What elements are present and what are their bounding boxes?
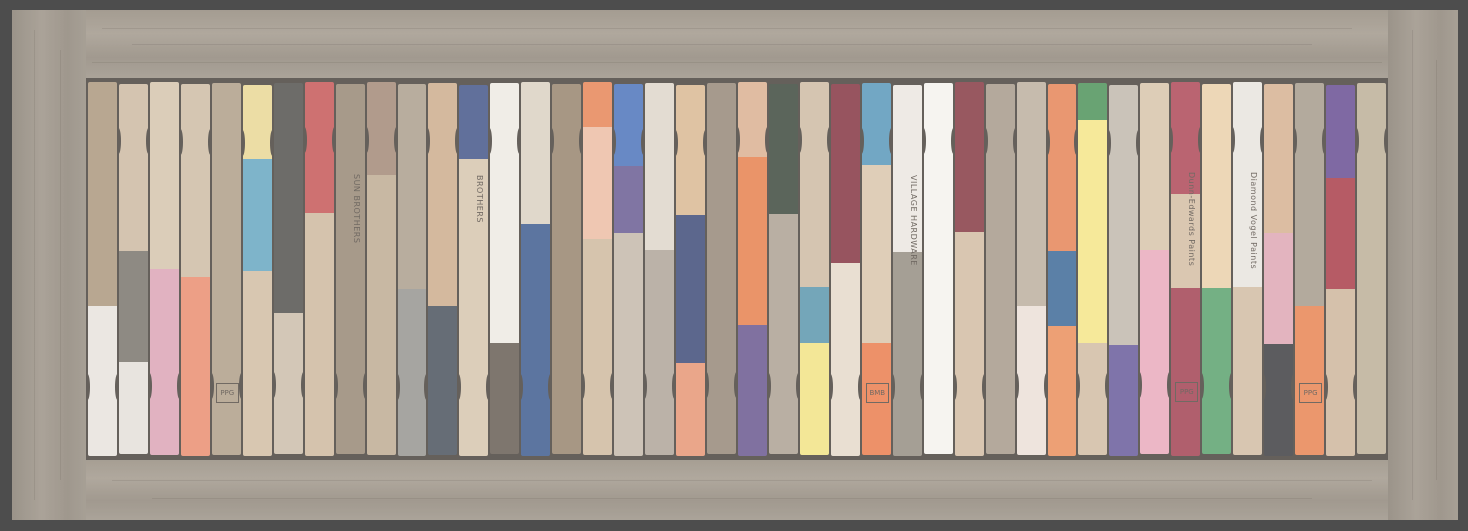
stick-notch [1198,127,1200,153]
wood-grain [102,28,1352,29]
paint-band [676,85,705,217]
paint-band [1078,343,1107,455]
paint-stirrer-stick [738,82,767,456]
paint-band [1233,287,1262,455]
stick-notch [177,373,179,399]
paint-stirrer-stick [1264,84,1293,456]
stick-notch [424,374,426,400]
paint-stirrer-stick [893,85,922,456]
paint-band [676,215,705,365]
paint-band [521,224,550,456]
paint-band [862,165,891,345]
paint-stirrer-stick [831,84,860,456]
stick-notch [270,130,272,156]
paint-band [1202,84,1231,289]
stick-notch [703,130,705,156]
stick-notch [146,128,148,154]
paint-stirrer-stick [212,83,241,455]
paint-band [955,232,984,456]
paint-band [738,157,767,327]
paint-band [1264,233,1293,346]
paint-stirrer-stick [150,82,179,455]
paint-band [1295,306,1324,455]
stick-notch [301,372,303,398]
paint-stirrer-stick [274,83,303,454]
stick-panel [86,78,1388,460]
stick-notch [208,129,210,155]
paint-stirrer-stick [645,83,674,455]
paint-stirrer-stick [1357,83,1386,454]
stick-notch [1322,128,1324,154]
paint-stirrer-stick [614,84,643,456]
paint-band [428,306,457,455]
stick-notch [920,374,922,400]
stick-notch [982,374,984,400]
paint-band [1048,251,1077,327]
stick-notch [1291,374,1293,400]
paint-band [738,82,767,159]
paint-band [1048,84,1077,253]
paint-band [367,82,396,177]
paint-stirrer-stick [1017,82,1046,455]
stick-printed-text: Dunn-Edwards Paints [1187,172,1197,267]
frame-bottom-board [84,456,1394,520]
paint-band [676,363,705,456]
paint-band [398,84,427,290]
paint-stirrer-stick [459,85,488,456]
stick-notch [951,128,953,154]
paint-band [583,82,612,129]
paint-band [243,159,272,272]
paint-band [428,83,457,308]
paint-band [336,84,365,454]
paint-band [1017,82,1046,308]
paint-band [1140,83,1169,252]
paint-stirrer-stick [583,82,612,455]
paint-stirrer-stick [367,82,396,455]
brand-logo-mark: PPG [216,383,239,403]
paint-stirrer-stick [305,82,334,456]
frame-right-board [1388,10,1458,520]
paint-stirrer-stick [1233,82,1262,455]
paint-band [367,175,396,455]
paint-stirrer-stick [521,82,550,456]
paint-stirrer-stick [1109,85,1138,456]
brand-logo-mark: PPG [1299,383,1322,403]
paint-band [862,83,891,167]
paint-band [769,84,798,215]
stick-notch [1017,373,1019,399]
paint-band [645,250,674,455]
paint-stirrer-stick [862,83,891,455]
paint-stirrer-stick [398,84,427,456]
paint-band [800,82,829,289]
paint-band [707,83,736,454]
paint-band [1326,85,1355,180]
stick-notch [1136,130,1138,156]
paint-stirrer-stick [490,83,519,454]
paint-stirrer-stick [552,84,581,454]
paint-stirrer-stick [769,84,798,454]
paint-band [305,213,334,456]
paint-stirrer-stick [243,85,272,456]
stick-notch [1167,372,1169,398]
paint-band [1326,178,1355,291]
wood-grain [1412,30,1413,500]
paint-band [614,233,643,456]
paint-band [1109,85,1138,347]
paint-band [1078,83,1107,122]
paint-band [521,82,550,226]
stick-notch [394,127,396,153]
paint-band [1202,288,1231,455]
stick-notch [1384,128,1386,154]
paint-band [88,82,117,308]
stick-printed-text: Diamond Vogel Paints [1249,172,1259,270]
stick-notch [610,373,612,399]
paint-band [305,82,334,215]
paint-band [1326,289,1355,456]
paint-band [181,84,210,279]
wood-grain [152,498,1312,499]
paint-band [1264,344,1293,456]
stick-notch [641,129,643,155]
paint-stirrer-stick [1202,84,1231,454]
wood-grain [60,50,61,480]
paint-band [1264,84,1293,235]
paint-band [1109,345,1138,456]
stick-notch [517,128,519,154]
stick-notch [367,127,369,153]
paint-band [645,83,674,252]
paint-band [800,287,829,345]
paint-stirrer-stick [88,82,117,456]
paint-stirrer-stick [676,85,705,456]
stick-notch [363,373,365,399]
paint-band [243,271,272,457]
stick-notch [398,374,400,400]
stick-notch [115,374,117,400]
stick-printed-text: BROTHERS [475,175,485,223]
paint-stirrer-stick [1048,84,1077,456]
paint-band [552,84,581,454]
stick-notch [486,374,488,400]
paint-band [583,127,612,241]
paint-band [119,251,148,364]
brand-logo-mark: PPG [1175,382,1198,402]
stick-notch [239,373,241,399]
paint-band [119,84,148,252]
paint-band [1171,288,1200,456]
frame-left-board [12,10,86,520]
paint-stirrer-stick [1078,83,1107,455]
paint-band [1140,250,1169,454]
paint-band [769,214,798,455]
paint-band [893,252,922,456]
paint-band [88,306,117,456]
wood-grain [132,44,1312,45]
paint-band [614,84,643,168]
paint-band [614,166,643,235]
paint-band [924,83,953,454]
paint-band [955,82,984,233]
paint-stirrer-stick [1171,82,1200,456]
paint-band [490,343,519,454]
paint-stirrer-stick [1140,83,1169,454]
paint-band [1295,83,1324,308]
photo-frame [12,10,1458,520]
paint-band [274,83,303,315]
stick-notch [827,127,829,153]
stick-notch [858,374,860,400]
wood-grain [34,30,35,500]
stick-notch [765,127,767,153]
paint-stirrer-stick [428,83,457,455]
stick-notch [332,127,334,153]
stick-notch [1048,129,1050,155]
wood-grain [112,480,1372,481]
stick-printed-text: SUN BROTHERS [351,174,361,244]
stick-notch [1013,128,1015,154]
brand-logo-mark: BMB [866,383,889,403]
paint-band [274,313,303,454]
paint-band [181,277,210,456]
paint-band [831,263,860,456]
paint-stirrer-stick [707,83,736,454]
paint-band [150,82,179,270]
stick-notch [455,128,457,154]
paint-band [243,85,272,161]
paint-stirrer-stick [119,84,148,454]
paint-band [831,84,860,264]
paint-band [1048,326,1077,456]
paint-stirrer-stick [924,83,953,454]
stick-notch [1353,374,1355,400]
paint-band [738,325,767,456]
paint-band [459,159,488,456]
paint-stirrer-stick [800,82,829,455]
wood-grain [1436,60,1437,480]
stick-notch [579,128,581,154]
paint-band [459,85,488,161]
paint-band [986,84,1015,454]
paint-stirrer-stick [955,82,984,456]
paint-band [1357,83,1386,454]
paint-band [800,343,829,455]
paint-band [1078,120,1107,345]
stick-notch [1105,373,1107,399]
stick-notch [1229,373,1231,399]
stick-notch [796,373,798,399]
paint-stirrer-stick [336,84,365,454]
stick-notch [672,373,674,399]
stick-printed-text: VILLAGE HARDWARE [908,175,918,266]
paint-stirrer-stick [1295,83,1324,455]
stick-notch [734,372,736,398]
paint-stirrer-stick [181,84,210,456]
paint-band [150,269,179,456]
paint-band [119,362,148,455]
paint-stirrer-stick [986,84,1015,454]
stick-notch [548,374,550,400]
wood-grain [92,62,1382,63]
stick-notch [336,373,338,399]
stick-notch [1074,129,1076,155]
paint-band [1017,306,1046,455]
paint-stirrer-stick [1326,85,1355,456]
stick-notch [1260,127,1262,153]
paint-band [398,289,427,456]
paint-band [490,83,519,345]
stick-notch [889,128,891,154]
stick-notch [1044,373,1046,399]
paint-band [583,239,612,455]
